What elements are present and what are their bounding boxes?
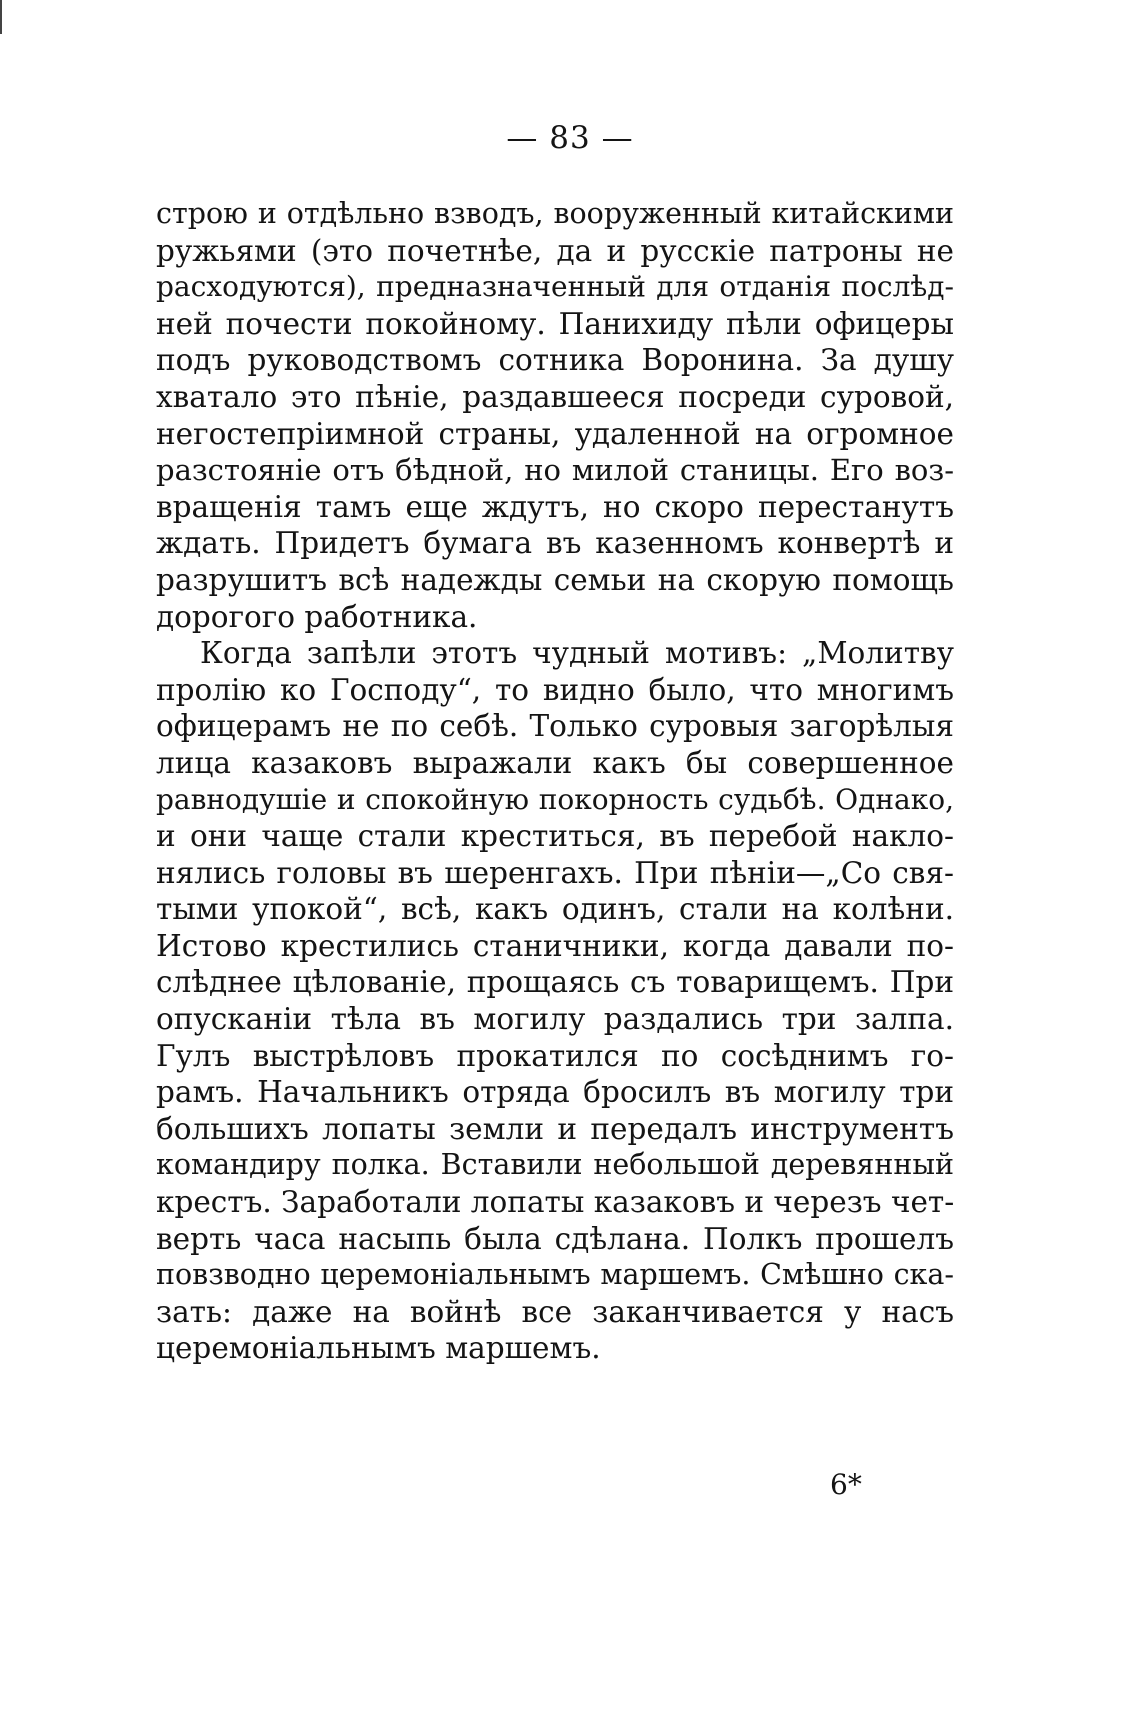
text-line: и они чаще стали креститься, въ перебой накло- [156,819,954,854]
page-number: — 83 — [506,120,634,156]
text-line: ждать. Придетъ бумага въ казенномъ конвертѣ и [156,526,954,561]
text-line: Когда запѣли этотъ чудный мотивъ: „Молитву [200,636,954,671]
text-line: слѣднее цѣлованіе, прощаясь съ товарищемъ. При [156,965,954,1000]
text-line: рамъ. Начальникъ отряда бросилъ въ могилу три [156,1075,954,1110]
text-line: вращенія тамъ еще ждутъ, но скоро перестанутъ [156,489,954,524]
text-line: негостепріимной страны, удаленной на огромное [156,416,954,451]
text-line: лица казаковъ выражали какъ бы совершенное [156,745,954,780]
signature-mark: 6* [830,1468,862,1501]
text-line: строю и отдѣльно взводъ, вооруженный китайскими [156,197,954,230]
text-line: ней почести покойному. Панихиду пѣли офицеры [156,306,954,341]
text-line: Гулъ выстрѣловъ прокатился по сосѣднимъ го- [156,1038,954,1073]
text-line: повзводно церемоніальнымъ маршемъ. Смѣшно ска- [156,1258,954,1292]
text-line: офицерамъ не по себѣ. Только суровыя загорѣлыя [156,709,954,744]
text-line: равнодушіе и спокойную покорность судьбѣ. Однако, [156,782,954,816]
text-line: нялись головы въ шеренгахъ. При пѣніи—„Со свя- [156,855,954,890]
scan-edge-mark [0,0,2,34]
text-line: ружьями (это почетнѣе, да и русскіе патроны не [156,233,954,268]
text-line: хватало это пѣніе, раздавшееся посреди суровой, [156,379,954,414]
text-line: пролію ко Господу“, то видно было, что многимъ [156,672,954,707]
text-line: крестъ. Заработали лопаты казаковъ и черезъ чет- [156,1185,955,1220]
text-line: большихъ лопаты земли и передалъ инструментъ [156,1111,954,1146]
text-line: зать: даже на войнѣ все заканчивается у насъ [156,1294,954,1329]
text-line: опусканіи тѣла въ могилу раздались три залпа. [156,1002,954,1037]
paragraph-1 [156,196,954,635]
body-text [156,196,954,1367]
text-line: подъ руководствомъ сотника Воронина. За душу [156,343,954,378]
text-line: разрушитъ всѣ надежды семьи на скорую помощь [156,562,954,597]
text-line: расходуются), предназначенный для отданія послѣд- [156,270,954,304]
text-line: церемоніальнымъ маршемъ. [156,1331,601,1366]
paragraph-2 [156,635,954,1367]
text-line: верть часа насыпь была сдѣлана. Полкъ прошелъ [156,1221,954,1256]
text-line: разстояніе отъ бѣдной, но милой станицы. Его воз- [156,453,954,488]
text-line: дорогого работника. [156,599,478,634]
text-line: командиру полка. Вставили небольшой деревянный [156,1148,954,1182]
text-line: Истово крестились станичники, когда давали по- [156,928,954,963]
text-line: тыми упокой“, всѣ, какъ одинъ, стали на колѣни. [156,892,954,927]
